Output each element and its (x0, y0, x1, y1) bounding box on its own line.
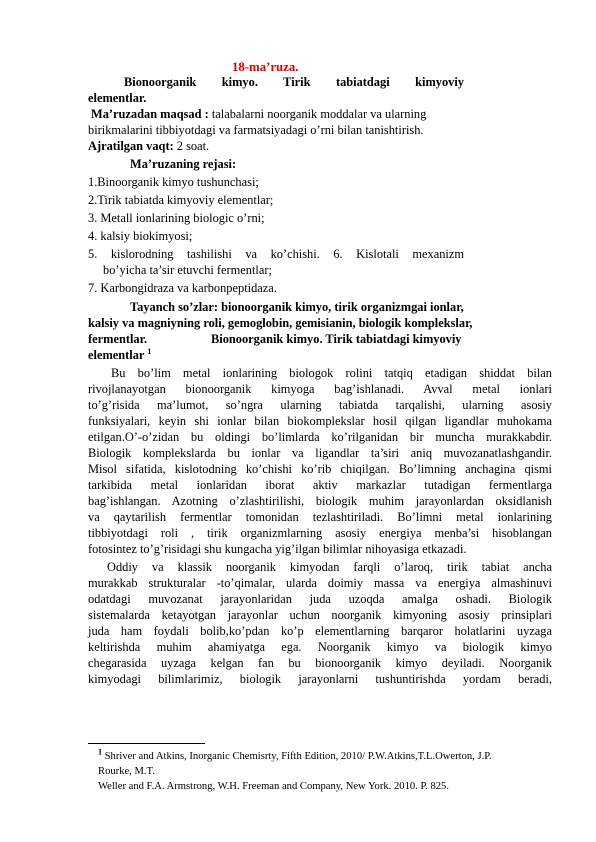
keywords-line3b: Bionoorganik kimyo. Tirik tabiatdagi kimyoviy (211, 332, 462, 346)
footnote-line3: Weller and F.A. Armstrong, W.H. Freeman and Company, New York. 2010. P. 825. (98, 781, 450, 792)
p1-line12: fotosintez to’g’risidagi shu kungacha yig’ilgan bilimlar nihoyasiga etkazadi. (88, 542, 467, 556)
keywords-line1: Tayanch so’zlar: bionoorganik kimyo, tirik organizmgai ionlar, (130, 300, 464, 314)
keywords-line4 (88, 348, 151, 363)
lecture-title-line2: elementlar. (88, 91, 147, 105)
p2-line6: keltirishda muhim ahamiyatga ega. Noorganik kimyo va biologik kimyo (88, 640, 552, 654)
goal-text: talabalarni noorganik moddalar va ularning (208, 107, 427, 121)
p1-line1: Bu bo’lim metal ionlarining biologok rolini tatqiq etadigan shiddat bilan (111, 366, 552, 380)
plan-title: Ma’ruzaning rejasi: (130, 157, 237, 171)
time-value: 2 soat. (173, 139, 210, 153)
footnote-line1 (98, 747, 492, 764)
p1-line5: etilgan.O’-o’zidan bu oldingi bo’limlarda ko’rilganidan bir muncha murakkabdir. (88, 430, 552, 444)
keywords-line3a: fermentlar. (88, 332, 148, 346)
p1-line9: bag’ishlangan. Azotning o’zlashtirilishi, biologik muhim jarayonlardan oksidlanish (88, 494, 552, 508)
p2-line1: Oddiy va klassik noorganik kimyodan farqli o’laroq, tirik tabiat ancha (107, 560, 552, 574)
p2-line5: juda ham foydali bolib,ko’pdan ko’p elementlarning barqaror holatlarini uyzaga (88, 624, 552, 638)
goal-line1 (91, 107, 426, 122)
p1-line3: to’g’risida ma’lumot, so’ngra ularning tabiatda tarqalishi, ularning asosiy (88, 398, 552, 412)
p2-line8: kimyodagi bilimlarimiz, biologik jarayonlarni tushuntirishda yordam beradi, (88, 672, 552, 686)
p1-line7: Misol sifatida, kislotodning ko’chishi ko’rib chiqilgan. Bo’limning anchagina qismi (88, 462, 552, 476)
p1-line10: va qaytarilish fermentlar tomonidan tezlashtiriladi. Bo’limni metal ionlarining (88, 510, 552, 524)
footnote-number: 1 (98, 747, 102, 757)
plan-item-1: 1.Binoorganik kimyo tushunchasi; (88, 175, 259, 189)
lecture-title-line1: Bionoorganik kimyo. Tirik tabiatdagi kimyoviy (124, 75, 464, 89)
plan-item-7: 7. Karbongidraza va karbonpeptidaza. (88, 281, 277, 295)
goal-label: Ma’ruzadan maqsad : (91, 107, 209, 121)
keywords-line4-text: elementlar (88, 348, 145, 362)
footnote-line2: Rourke, M.T. (98, 766, 155, 777)
footnote-text1: Shriver and Atkins, Inorganic Chemisrty, Fifth Edition, 2010/ P.W.Atkins,T.L.Owerton, J.P. (104, 751, 492, 762)
time-label: Ajratilgan vaqt: (88, 139, 174, 153)
goal-line2: birikmalarini tibbiyotdagi va farmatsiyadagi o’rni bilan tanishtirish. (88, 123, 424, 137)
plan-item-2: 2.Tirik tabiatda kimyoviy elementlar; (88, 193, 274, 207)
footnote-separator (88, 743, 205, 744)
p2-line2: murakkab strukturalar -to’qimalar, ularda doimiy massa va energiya almashinuvi (88, 576, 552, 590)
keywords-line2: kalsiy va magniyning roli, gemoglobin, gemisianin, biologik komplekslar, (88, 316, 473, 330)
p1-line2: rivojlanayotgan bionoorganik kimyoga bag’ishlanadi. Avval metal ionlari (88, 382, 552, 396)
p2-line3: odatdagi muvozanat jarayonlaridan juda uzoqda amalga oshadi. Biologik (88, 592, 552, 606)
p1-line11: tibbiyotdagi roli , tirik organizmlarning asosiy energiya menba’si hisoblangan (88, 526, 552, 540)
plan-item-5-cont: bo’yicha ta’sir etuvchi fermentlar; (103, 263, 272, 277)
p1-line4: funksiyalari, keyin shi ionlar bilan biokomplekslar hosil qilgan ligandlar muhokama (88, 414, 552, 428)
plan-item-4: 4. kalsiy biokimyosi; (88, 229, 193, 243)
plan-item-3: 3. Metall ionlarining biologic o’rni; (88, 211, 265, 225)
lecture-number: 18-ma’ruza. (232, 60, 299, 74)
p2-line4: sistemalarda ketayotgan jarayonlar uchun noorganik kimyoning asosiy prinsiplari (88, 608, 552, 622)
p1-line6: Biologik komplekslarda bu ionlar va ligandlar ta’siri aniq muvozanatlashgandir. (88, 446, 552, 460)
footnote-ref: 1 (147, 346, 152, 356)
plan-item-5: 5. kislorodning tashilishi va ko’chishi. 6. Kislotali mexanizm (88, 247, 464, 261)
time-line (88, 139, 209, 154)
p1-line8: tarkibida metal ionlaridan iborat aktiv markazlar tutadigan fermentlarga (88, 478, 552, 492)
p2-line7: chegarasida uyzaga kelgan fan bu bionoorganik kimyo deyiladi. Noorganik (88, 656, 552, 670)
